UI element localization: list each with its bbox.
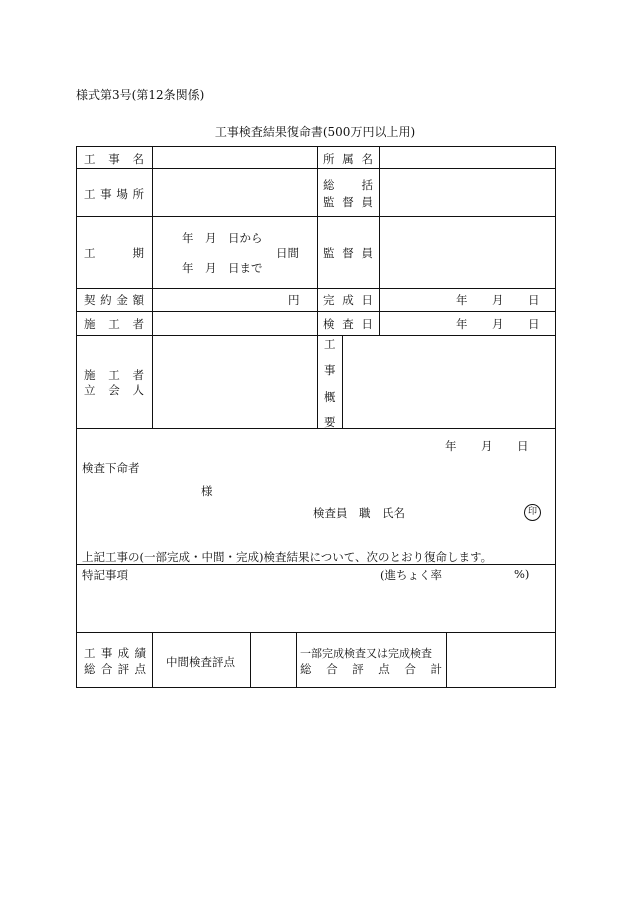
label-shozoku-mei: 所 属 名	[323, 152, 373, 166]
kensa-day: 日	[528, 317, 540, 331]
label-tachiai-nin: 立 会 人	[84, 383, 144, 397]
label-koki: 工 期	[84, 246, 144, 260]
inspection-report-form	[76, 146, 556, 688]
column-divider	[379, 146, 380, 335]
label-sogo-hyoten: 総 合 評 点	[84, 662, 146, 676]
column-divider	[152, 146, 153, 428]
report-month: 月	[481, 439, 493, 453]
label-keiyaku-kingaku: 契 約 金 額	[84, 293, 144, 307]
label-kensa-bi: 検 査 日	[323, 317, 373, 331]
row-divider	[76, 311, 556, 312]
label-kantoku-in: 監 督 員	[323, 246, 373, 260]
label-koji-gaiyo-4: 要	[324, 415, 336, 429]
label-chukan-kensa: 中間検査評点	[166, 655, 235, 669]
label-koji-mei: 工 事 名	[84, 152, 144, 166]
column-divider	[446, 632, 447, 688]
yen-unit: 円	[288, 293, 300, 307]
progress-label: (進ちょく率	[380, 568, 442, 582]
period-from: 年 月 日から	[182, 231, 263, 245]
label-sekosha-tachiai: 施 工 者	[84, 368, 144, 382]
remarks-label: 特記事項	[82, 568, 128, 582]
period-to: 年 月 日まで	[182, 261, 263, 275]
label-sokatsu-kantoku: 監 督 員	[323, 195, 373, 209]
report-year: 年	[445, 439, 457, 453]
row-divider	[76, 288, 556, 289]
label-kansei-bi: 完 成 日	[323, 293, 373, 307]
label-koji-gaiyo-2: 事	[324, 363, 336, 377]
column-divider	[342, 335, 343, 428]
label-bubun-kansei: 一部完成検査又は完成検査	[300, 647, 432, 660]
row-divider	[76, 632, 556, 633]
column-divider	[250, 632, 251, 688]
column-divider	[152, 632, 153, 688]
recipient-label: 検査下命者	[82, 461, 140, 475]
period-days: 日間	[276, 246, 299, 260]
row-divider	[76, 168, 556, 169]
kansei-month: 月	[492, 293, 504, 307]
report-statement: 上記工事の(一部完成・中間・完成)検査結果について、次のとおり復命します。	[82, 550, 493, 564]
sama-honorific: 様	[201, 484, 213, 498]
inspector-label: 検査員 職 氏名	[313, 506, 405, 520]
row-divider	[76, 428, 556, 429]
kansei-year: 年	[456, 293, 468, 307]
label-koji-gaiyo-1: 工	[324, 337, 336, 351]
kensa-year: 年	[456, 317, 468, 331]
column-divider	[296, 632, 297, 688]
kansei-day: 日	[528, 293, 540, 307]
label-koji-basho: 工 事 場 所	[84, 187, 144, 201]
form-number: 様式第3号(第12条関係)	[76, 88, 205, 102]
label-sekosha: 施 工 者	[84, 317, 144, 331]
kensa-month: 月	[492, 317, 504, 331]
column-divider	[317, 146, 318, 428]
label-sogo-hyoten-gokei: 総 合 評 点 合 計	[300, 662, 442, 676]
label-koji-seiseki: 工 事 成 績	[84, 646, 146, 660]
row-divider	[76, 216, 556, 217]
label-koji-gaiyo-3: 概	[324, 390, 336, 404]
report-day: 日	[517, 439, 529, 453]
progress-unit: %)	[514, 567, 530, 581]
label-sokatsu: 総 括	[323, 178, 373, 192]
seal-icon: 印	[524, 503, 541, 521]
row-divider	[76, 335, 556, 336]
page-title: 工事検査結果復命書(500万円以上用)	[214, 125, 416, 139]
